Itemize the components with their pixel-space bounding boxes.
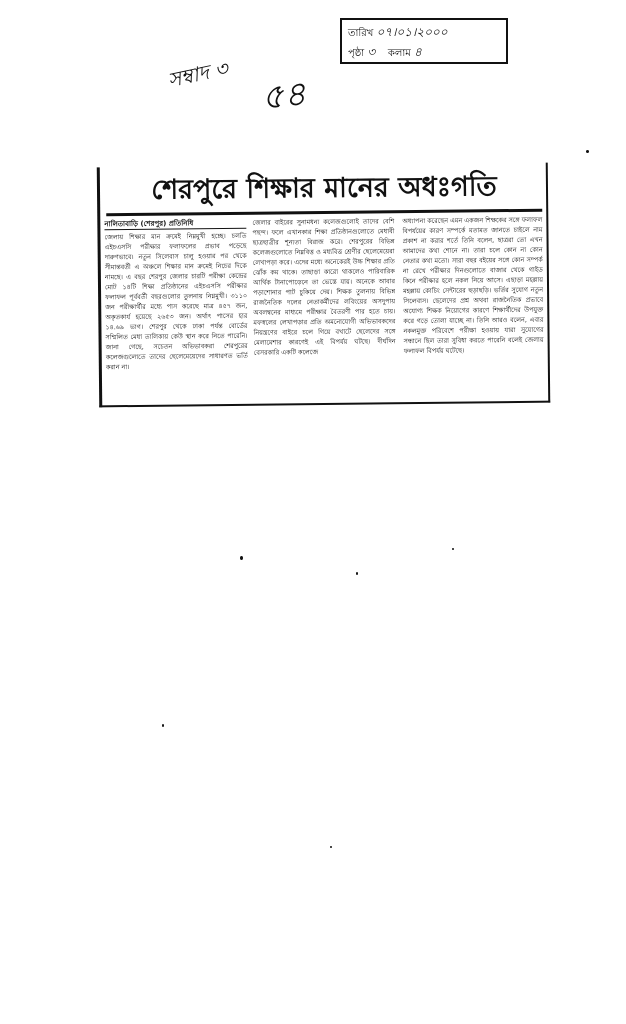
scan-speck xyxy=(452,548,454,550)
date-stamp xyxy=(340,18,508,64)
stamp-page-row xyxy=(348,43,500,63)
stamp-date-label: তারিখ xyxy=(348,28,374,39)
stamp-column-label: কলাম xyxy=(387,48,411,59)
article-headline: শেরপুরে শিক্ষার মানের অধঃগতি xyxy=(106,165,542,217)
stamp-column-value: ৪ xyxy=(414,45,422,59)
scan-speck xyxy=(162,724,164,727)
newspaper-clipping xyxy=(97,163,550,408)
handwritten-number: ৫৪ xyxy=(259,73,308,119)
article-column-3 xyxy=(402,215,544,398)
article-columns xyxy=(104,215,546,402)
article-column-2-text: জেলার বাইরের সুনামধন্য কলেজগুলোই তাদের বেশি পছন্দ। ফলে এখানকার শিক্ষা প্রতিষ্ঠানগুলোতে মেধাবী ছাত্রছাত্রীর শূন্যতা বিরাজ করে। শেরপুরের বিভিন্ন কলেজগুলোতে নিম্নবিত্ত ও মধ্যবিত্ত শ্রেণীর ছেলেমেয়েরা লেখাপড়া করে। এদের মধ্যে অনেকেরই উচ্চ শিক্ষার প্রতি ঝোঁক কম থাকে। তাছাড়া কারো থাকলেও পারিবারিক আর্থিক টানাপোড়েনে তা ভেস্তে যায়। অনেকে আবার পড়াশোনার পাট চুকিয়ে দেয়। শিক্ষক তুলনায় বিভিন্ন রাজনৈতিক দলের নেতাকর্মীদের লবিংয়ের অসদুপায় অবলম্বনের মাধ্যমে পরীক্ষার বৈতরণী পার হতে চায়। মফস্বলের লেখাপড়ার প্রতি অমনোযোগী অভিভাবকদের নিয়ন্ত্রণের বাইরে চলে গিয়ে বখাটে ছেলেদের সঙ্গে মেলামেশার কারণেই এই বিপর্যয় ঘটছে। দীর্ঘদিন বেসরকারি একটি কলেজে xyxy=(252,217,396,357)
scan-speck xyxy=(330,846,332,848)
stamp-date-row xyxy=(348,23,500,43)
article-column-3-text: অধ্যাপনা করেছেন এমন একজন শিক্ষকের সঙ্গে ফলাফল বিপর্যয়ের কারণ সম্পর্কে মতামত জানতে চাইলে নাম প্রকাশ না করার শর্তে তিনি বলেন, ছাত্ররা তো এখন আমাদের কথা শোনে না। তারা চলে কোন না কোন নেতার কথা মতো। সারা বছর বইয়ের সঙ্গে কোন সম্পর্ক না রেখে পরীক্ষার দিনগুলোতে বাজার থেকে গাইড কিনে পরীক্ষার হলে নকল নিয়ে আসে। এছাড়া মহল্লায় মহল্লায় কোচিং সেন্টারের ছড়াছড়ি। ভর্তির সুযোগ নতুন সিলেবাস। ছেলেদের প্রশ্ন অথবা রাজনৈতিক প্রভাবে অযোগ্য শিক্ষক নিয়োগের কারণে শিক্ষার্থীদের উপযুক্ত করে গড়ে তোলা যাচ্ছে না। তিনি আরও বলেন, এবার নকলমুক্ত পরিবেশে পরীক্ষা হওয়ায় যারা সুযোগের সন্ধানে ছিল তারা সুবিধা করতে পারেনি বলেই জেলায় ফলাফল বিপর্যয় ঘটেছে। xyxy=(402,215,544,356)
scan-speck xyxy=(356,572,358,575)
scan-speck xyxy=(240,556,243,560)
scan-speck xyxy=(586,150,589,153)
article-byline: নালিতাবাড়ি (শেরপুর) প্রতিনিধি xyxy=(104,218,246,230)
article-column-2 xyxy=(252,216,396,399)
stamp-page-value: ৩ xyxy=(367,45,376,59)
article-column-1-text: জেলায় শিক্ষার মান ক্রমেই নিম্নমুখী হচ্ছে। চলতি এইচএসসি পরীক্ষার ফলাফলের প্রভাব পড়েছে দারুণভাবে। নতুন সিলেবাস চালু হওয়ার পর থেকে সীমান্তবর্তী এ অঞ্চলে শিক্ষার মান ক্রমেই নিচের দিকে নামছে। এ বছর শেরপুর জেলার চারটি পরীক্ষা কেন্দ্রের মোট ১৪টি শিক্ষা প্রতিষ্ঠানের এইচএসসি পরীক্ষার ফলাফল পূর্ববর্তী বছরগুলোর তুলনায় নিম্নমুখী। ৩১১০ জন পরীক্ষার্থীর মধ্যে পাস করেছে মাত্র ৪৫৭ জন, অকৃতকার্য হয়েছে ২৬৫৩ জন। অর্থাৎ পাসের হার ১৪.৬৯ ভাগ। শেরপুর থেকে ঢাকা পর্যন্ত বোর্ডের সম্মিলিত মেধা তালিকায় কেউ স্থান করে নিতে পারেনি। জানা গেছে, সচেতন অভিভাবকরা শেরপুরের কলেজগুলোতে তাদের ছেলেমেয়েদের সাধারণত ভর্তি করান না। xyxy=(104,231,248,372)
article-column-1 xyxy=(104,218,248,401)
stamp-date-value: ০৭।০১।২০০০ xyxy=(376,25,448,39)
handwritten-note: সম্বাদ ৩ xyxy=(165,56,230,93)
stamp-page-label: পৃষ্ঠা xyxy=(348,48,365,59)
